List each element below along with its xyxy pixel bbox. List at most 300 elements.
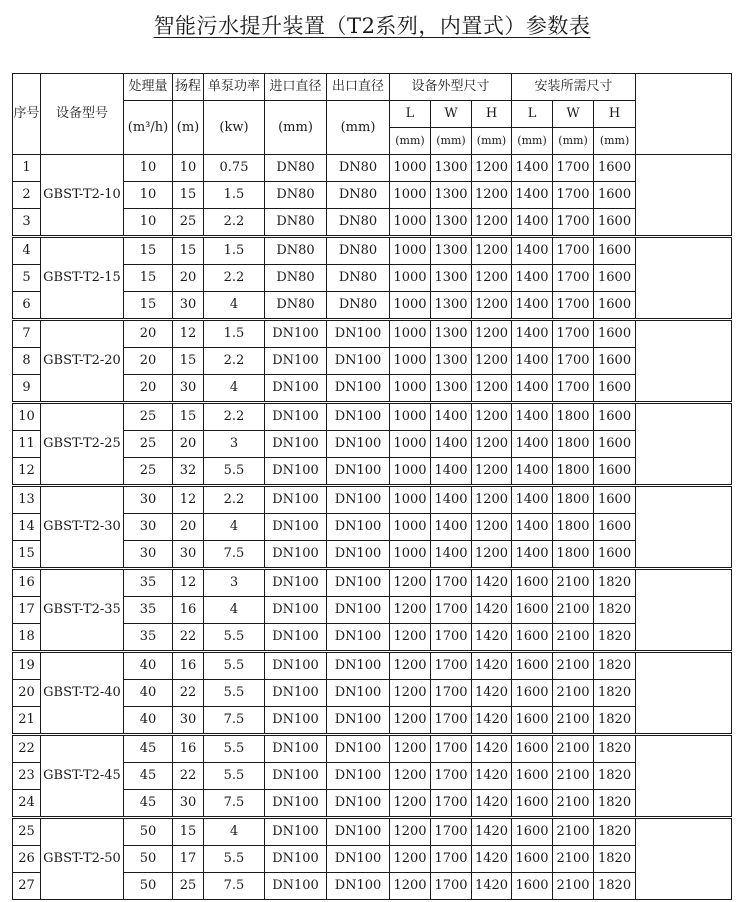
cell-head: 20	[173, 431, 204, 458]
header-blank	[636, 74, 732, 155]
cell-eW: 1300	[431, 209, 472, 237]
cell-iW: 2100	[553, 652, 594, 680]
cell-iL: 1600	[512, 707, 553, 735]
row-index: 20	[13, 680, 41, 707]
cell-inlet: DN100	[265, 541, 327, 569]
header-row-1	[13, 74, 732, 101]
cell-outlet: DN100	[327, 652, 390, 680]
table-row	[13, 403, 732, 431]
cell-flow: 10	[124, 182, 173, 209]
cell-eL: 1200	[390, 763, 431, 790]
cell-eW: 1700	[431, 624, 472, 652]
cell-eH: 1200	[472, 541, 512, 569]
cell-outlet: DN100	[327, 514, 390, 541]
cell-eL: 1200	[390, 680, 431, 707]
cell-head: 22	[173, 624, 204, 652]
cell-iL: 1600	[512, 597, 553, 624]
cell-power: 5.5	[204, 735, 265, 763]
model-cell: GBST-T2-10	[41, 155, 124, 237]
row-index: 17	[13, 597, 41, 624]
row-index: 18	[13, 624, 41, 652]
cell-outlet: DN100	[327, 403, 390, 431]
header-flow-unit: (m³/h)	[124, 101, 173, 155]
header-inlet-unit: (mm)	[265, 101, 327, 155]
header-outlet-unit: (mm)	[327, 101, 390, 155]
cell-iW: 1700	[553, 375, 594, 403]
cell-flow: 20	[124, 320, 173, 348]
blank-cell	[636, 818, 732, 900]
row-index: 22	[13, 735, 41, 763]
cell-eW: 1300	[431, 375, 472, 403]
cell-eL: 1000	[390, 155, 431, 182]
cell-power: 4	[204, 514, 265, 541]
cell-flow: 25	[124, 458, 173, 486]
cell-iH: 1600	[594, 486, 636, 514]
row-index: 13	[13, 486, 41, 514]
row-index: 27	[13, 873, 41, 900]
cell-iW: 1800	[553, 403, 594, 431]
cell-outlet: DN100	[327, 431, 390, 458]
cell-iL: 1600	[512, 873, 553, 900]
cell-eL: 1200	[390, 846, 431, 873]
cell-head: 15	[173, 237, 204, 265]
cell-inlet: DN100	[265, 431, 327, 458]
cell-head: 16	[173, 652, 204, 680]
cell-eW: 1700	[431, 652, 472, 680]
cell-eH: 1420	[472, 846, 512, 873]
cell-iL: 1400	[512, 514, 553, 541]
cell-iW: 2100	[553, 597, 594, 624]
cell-inlet: DN100	[265, 707, 327, 735]
cell-iW: 1800	[553, 541, 594, 569]
row-index: 6	[13, 292, 41, 320]
cell-eW: 1300	[431, 265, 472, 292]
cell-iL: 1400	[512, 403, 553, 431]
row-index: 9	[13, 375, 41, 403]
cell-eH: 1200	[472, 486, 512, 514]
cell-power: 5.5	[204, 624, 265, 652]
table-row	[13, 486, 732, 514]
cell-head: 25	[173, 873, 204, 900]
cell-head: 15	[173, 403, 204, 431]
cell-flow: 40	[124, 680, 173, 707]
cell-eW: 1400	[431, 486, 472, 514]
cell-inlet: DN100	[265, 569, 327, 597]
cell-iH: 1600	[594, 514, 636, 541]
cell-outlet: DN80	[327, 265, 390, 292]
cell-iH: 1820	[594, 707, 636, 735]
cell-eW: 1300	[431, 182, 472, 209]
cell-power: 2.2	[204, 348, 265, 375]
cell-eW: 1400	[431, 458, 472, 486]
cell-iL: 1400	[512, 431, 553, 458]
cell-inlet: DN100	[265, 846, 327, 873]
cell-iH: 1820	[594, 652, 636, 680]
cell-eH: 1200	[472, 348, 512, 375]
cell-power: 5.5	[204, 458, 265, 486]
cell-flow: 45	[124, 790, 173, 818]
header-install-L: L	[512, 101, 553, 128]
model-cell: GBST-T2-45	[41, 735, 124, 818]
cell-iH: 1600	[594, 375, 636, 403]
cell-iL: 1400	[512, 155, 553, 182]
cell-flow: 30	[124, 486, 173, 514]
cell-flow: 35	[124, 569, 173, 597]
cell-eH: 1200	[472, 209, 512, 237]
row-index: 10	[13, 403, 41, 431]
cell-outlet: DN80	[327, 237, 390, 265]
cell-eW: 1700	[431, 569, 472, 597]
cell-outlet: DN100	[327, 458, 390, 486]
cell-iL: 1600	[512, 624, 553, 652]
cell-eW: 1700	[431, 873, 472, 900]
model-cell: GBST-T2-25	[41, 403, 124, 486]
page-title	[0, 10, 744, 40]
row-index: 2	[13, 182, 41, 209]
row-index: 4	[13, 237, 41, 265]
cell-inlet: DN100	[265, 763, 327, 790]
cell-head: 17	[173, 846, 204, 873]
cell-power: 7.5	[204, 790, 265, 818]
cell-outlet: DN100	[327, 486, 390, 514]
model-cell: GBST-T2-40	[41, 652, 124, 735]
cell-iW: 2100	[553, 763, 594, 790]
blank-cell	[636, 486, 732, 569]
header-power-unit: (kw)	[204, 101, 265, 155]
cell-iW: 1700	[553, 348, 594, 375]
cell-eL: 1000	[390, 348, 431, 375]
cell-iL: 1400	[512, 486, 553, 514]
cell-inlet: DN80	[265, 237, 327, 265]
cell-head: 30	[173, 541, 204, 569]
cell-eH: 1200	[472, 265, 512, 292]
cell-power: 1.5	[204, 320, 265, 348]
header-equip-W-unit: (mm)	[431, 128, 472, 155]
cell-iW: 1800	[553, 431, 594, 458]
cell-outlet: DN100	[327, 818, 390, 846]
cell-inlet: DN100	[265, 790, 327, 818]
cell-eL: 1000	[390, 541, 431, 569]
cell-iH: 1600	[594, 209, 636, 237]
cell-iW: 1700	[553, 265, 594, 292]
cell-eW: 1300	[431, 292, 472, 320]
cell-iH: 1820	[594, 846, 636, 873]
cell-eH: 1420	[472, 707, 512, 735]
header-index: 序号	[13, 74, 41, 155]
row-index: 12	[13, 458, 41, 486]
cell-outlet: DN100	[327, 735, 390, 763]
cell-eH: 1420	[472, 873, 512, 900]
cell-iH: 1600	[594, 292, 636, 320]
cell-eH: 1200	[472, 375, 512, 403]
model-cell: GBST-T2-35	[41, 569, 124, 652]
cell-eH: 1200	[472, 292, 512, 320]
parameter-table	[12, 73, 732, 900]
cell-iW: 1800	[553, 486, 594, 514]
cell-power: 2.2	[204, 209, 265, 237]
cell-iH: 1820	[594, 597, 636, 624]
cell-head: 22	[173, 680, 204, 707]
cell-eL: 1000	[390, 320, 431, 348]
cell-eH: 1200	[472, 182, 512, 209]
cell-flow: 30	[124, 514, 173, 541]
model-cell: GBST-T2-15	[41, 237, 124, 320]
cell-flow: 15	[124, 265, 173, 292]
page-title-text: 智能污水提升装置（T2系列，内置式）参数表	[153, 14, 591, 38]
header-equip-W: W	[431, 101, 472, 128]
cell-eL: 1000	[390, 209, 431, 237]
blank-cell	[636, 403, 732, 486]
cell-eW: 1700	[431, 707, 472, 735]
cell-iL: 1400	[512, 541, 553, 569]
header-install-W-unit: (mm)	[553, 128, 594, 155]
cell-iW: 1700	[553, 292, 594, 320]
cell-eL: 1200	[390, 873, 431, 900]
table-row	[13, 155, 732, 182]
cell-eL: 1000	[390, 292, 431, 320]
row-index: 23	[13, 763, 41, 790]
cell-eL: 1000	[390, 182, 431, 209]
table-row	[13, 652, 732, 680]
cell-power: 2.2	[204, 265, 265, 292]
cell-inlet: DN100	[265, 514, 327, 541]
cell-iW: 2100	[553, 790, 594, 818]
cell-inlet: DN100	[265, 597, 327, 624]
cell-iW: 2100	[553, 735, 594, 763]
cell-outlet: DN100	[327, 375, 390, 403]
cell-iH: 1600	[594, 431, 636, 458]
cell-flow: 35	[124, 597, 173, 624]
cell-flow: 30	[124, 541, 173, 569]
cell-inlet: DN100	[265, 348, 327, 375]
cell-eL: 1200	[390, 569, 431, 597]
cell-flow: 50	[124, 873, 173, 900]
cell-iL: 1600	[512, 846, 553, 873]
cell-power: 2.2	[204, 403, 265, 431]
cell-outlet: DN80	[327, 292, 390, 320]
cell-head: 30	[173, 292, 204, 320]
cell-head: 12	[173, 320, 204, 348]
cell-flow: 35	[124, 624, 173, 652]
cell-inlet: DN80	[265, 182, 327, 209]
cell-flow: 40	[124, 707, 173, 735]
cell-flow: 20	[124, 375, 173, 403]
model-cell: GBST-T2-30	[41, 486, 124, 569]
cell-iH: 1600	[594, 265, 636, 292]
cell-head: 15	[173, 348, 204, 375]
cell-iW: 1700	[553, 182, 594, 209]
cell-inlet: DN100	[265, 818, 327, 846]
row-index: 14	[13, 514, 41, 541]
cell-power: 7.5	[204, 707, 265, 735]
cell-eL: 1000	[390, 375, 431, 403]
cell-eW: 1400	[431, 541, 472, 569]
cell-eW: 1300	[431, 320, 472, 348]
cell-flow: 50	[124, 818, 173, 846]
cell-eL: 1200	[390, 735, 431, 763]
cell-iL: 1400	[512, 292, 553, 320]
cell-iH: 1600	[594, 403, 636, 431]
row-index: 3	[13, 209, 41, 237]
cell-power: 1.5	[204, 182, 265, 209]
cell-iH: 1820	[594, 624, 636, 652]
cell-iH: 1820	[594, 818, 636, 846]
cell-inlet: DN100	[265, 486, 327, 514]
cell-iL: 1400	[512, 182, 553, 209]
cell-eL: 1000	[390, 514, 431, 541]
table-row	[13, 735, 732, 763]
cell-iH: 1820	[594, 680, 636, 707]
cell-iL: 1600	[512, 763, 553, 790]
cell-eL: 1200	[390, 652, 431, 680]
cell-iL: 1600	[512, 818, 553, 846]
cell-iW: 1700	[553, 320, 594, 348]
cell-outlet: DN100	[327, 707, 390, 735]
cell-inlet: DN80	[265, 265, 327, 292]
cell-head: 15	[173, 182, 204, 209]
blank-cell	[636, 652, 732, 735]
cell-eW: 1700	[431, 790, 472, 818]
cell-head: 30	[173, 707, 204, 735]
cell-outlet: DN100	[327, 846, 390, 873]
cell-flow: 10	[124, 209, 173, 237]
cell-power: 5.5	[204, 652, 265, 680]
cell-iH: 1820	[594, 735, 636, 763]
cell-eL: 1200	[390, 818, 431, 846]
cell-iL: 1600	[512, 790, 553, 818]
cell-power: 5.5	[204, 763, 265, 790]
cell-outlet: DN100	[327, 569, 390, 597]
cell-head: 30	[173, 375, 204, 403]
header-install-W: W	[553, 101, 594, 128]
cell-iL: 1400	[512, 320, 553, 348]
cell-iW: 2100	[553, 569, 594, 597]
cell-inlet: DN100	[265, 624, 327, 652]
row-index: 25	[13, 818, 41, 846]
cell-head: 32	[173, 458, 204, 486]
header-equip-H: H	[472, 101, 512, 128]
cell-head: 12	[173, 486, 204, 514]
cell-power: 4	[204, 597, 265, 624]
cell-iW: 2100	[553, 624, 594, 652]
cell-eL: 1200	[390, 624, 431, 652]
cell-eW: 1700	[431, 597, 472, 624]
header-outlet: 出口直径	[327, 74, 390, 101]
cell-iH: 1600	[594, 237, 636, 265]
cell-eW: 1700	[431, 763, 472, 790]
table-body	[13, 74, 732, 900]
cell-iW: 2100	[553, 680, 594, 707]
cell-eW: 1300	[431, 348, 472, 375]
cell-head: 15	[173, 818, 204, 846]
cell-iL: 1600	[512, 735, 553, 763]
cell-iL: 1400	[512, 265, 553, 292]
cell-iL: 1400	[512, 348, 553, 375]
cell-head: 16	[173, 597, 204, 624]
cell-eW: 1700	[431, 818, 472, 846]
cell-iH: 1600	[594, 155, 636, 182]
cell-inlet: DN100	[265, 320, 327, 348]
cell-flow: 50	[124, 846, 173, 873]
header-equip-L: L	[390, 101, 431, 128]
header-flow: 处理量	[124, 74, 173, 101]
cell-flow: 40	[124, 652, 173, 680]
cell-eL: 1200	[390, 597, 431, 624]
table-row	[13, 569, 732, 597]
cell-inlet: DN100	[265, 458, 327, 486]
cell-eH: 1420	[472, 597, 512, 624]
cell-iH: 1820	[594, 763, 636, 790]
cell-iH: 1600	[594, 320, 636, 348]
cell-eH: 1200	[472, 155, 512, 182]
cell-power: 3	[204, 569, 265, 597]
cell-power: 7.5	[204, 541, 265, 569]
cell-power: 3	[204, 431, 265, 458]
cell-outlet: DN100	[327, 320, 390, 348]
header-model: 设备型号	[41, 74, 124, 155]
cell-power: 4	[204, 292, 265, 320]
cell-iH: 1600	[594, 182, 636, 209]
cell-inlet: DN80	[265, 292, 327, 320]
cell-outlet: DN100	[327, 680, 390, 707]
cell-iW: 1800	[553, 514, 594, 541]
header-install-H-unit: (mm)	[594, 128, 636, 155]
cell-flow: 15	[124, 292, 173, 320]
cell-iW: 2100	[553, 818, 594, 846]
cell-eH: 1420	[472, 735, 512, 763]
cell-inlet: DN100	[265, 680, 327, 707]
cell-eL: 1000	[390, 486, 431, 514]
cell-eH: 1420	[472, 818, 512, 846]
cell-eH: 1200	[472, 514, 512, 541]
cell-iL: 1400	[512, 209, 553, 237]
cell-power: 7.5	[204, 873, 265, 900]
cell-eH: 1420	[472, 569, 512, 597]
cell-flow: 20	[124, 348, 173, 375]
header-equip-dims: 设备外型尺寸	[390, 74, 512, 101]
cell-outlet: DN100	[327, 348, 390, 375]
blank-cell	[636, 569, 732, 652]
cell-iH: 1600	[594, 541, 636, 569]
model-cell: GBST-T2-50	[41, 818, 124, 900]
cell-iL: 1400	[512, 375, 553, 403]
cell-power: 1.5	[204, 237, 265, 265]
header-install-H: H	[594, 101, 636, 128]
cell-eW: 1300	[431, 237, 472, 265]
cell-eL: 1200	[390, 707, 431, 735]
cell-eH: 1200	[472, 320, 512, 348]
cell-eH: 1200	[472, 458, 512, 486]
cell-flow: 25	[124, 431, 173, 458]
cell-iW: 2100	[553, 873, 594, 900]
cell-eL: 1000	[390, 403, 431, 431]
cell-eW: 1700	[431, 735, 472, 763]
cell-eH: 1420	[472, 652, 512, 680]
cell-outlet: DN80	[327, 155, 390, 182]
row-index: 15	[13, 541, 41, 569]
cell-outlet: DN80	[327, 182, 390, 209]
cell-eH: 1200	[472, 403, 512, 431]
header-power: 单泵功率	[204, 74, 265, 101]
cell-iH: 1600	[594, 458, 636, 486]
cell-iH: 1600	[594, 348, 636, 375]
table-row	[13, 818, 732, 846]
cell-iW: 1700	[553, 209, 594, 237]
header-head-unit: (m)	[173, 101, 204, 155]
cell-flow: 45	[124, 735, 173, 763]
cell-eH: 1420	[472, 790, 512, 818]
header-inlet: 进口直径	[265, 74, 327, 101]
